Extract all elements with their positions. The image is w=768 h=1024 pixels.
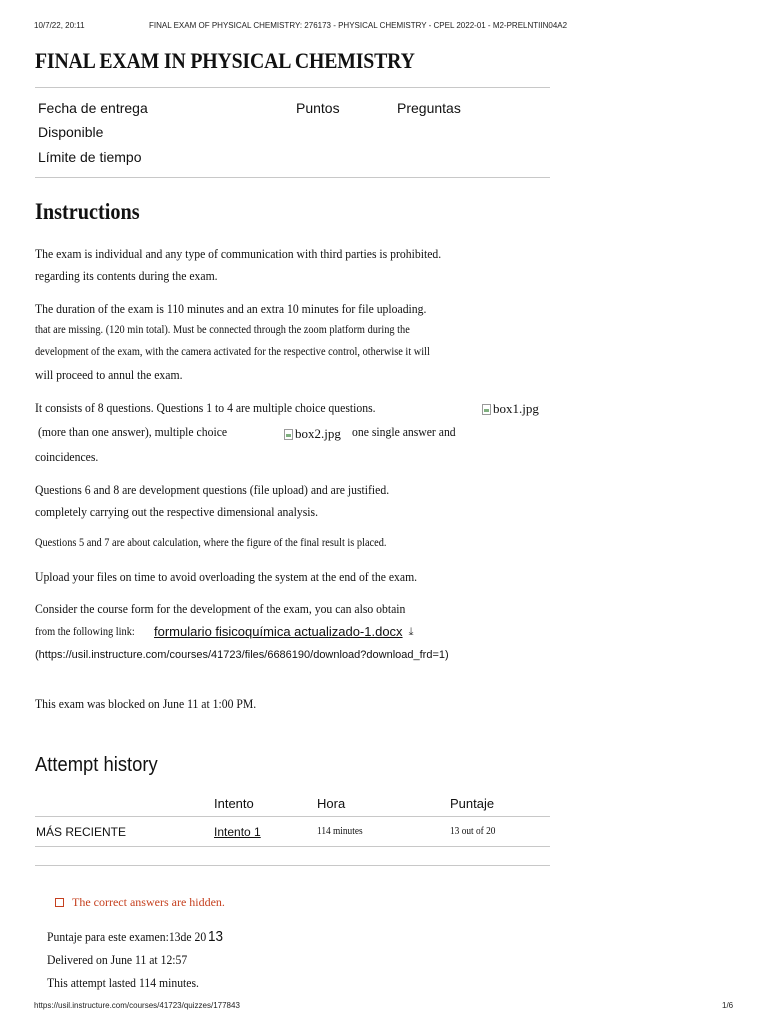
image-alt-text: box2.jpg bbox=[295, 426, 341, 441]
table-divider bbox=[35, 816, 550, 817]
divider bbox=[35, 87, 550, 88]
attempt-time: 114 minutes bbox=[317, 825, 363, 837]
exam-score bbox=[47, 928, 223, 945]
instructions-text: Questions 5 and 7 are about calculation, where the figure of the final result is placed. bbox=[35, 537, 387, 549]
col-header-score: Puntaje bbox=[450, 796, 495, 811]
col-header-time: Hora bbox=[317, 796, 346, 811]
file-link-group bbox=[154, 624, 413, 639]
attempt-score: 13 out of 20 bbox=[450, 825, 496, 837]
hidden-answers-notice bbox=[55, 895, 225, 910]
print-doc-title: FINAL EXAM OF PHYSICAL CHEMISTRY: 276173 - PHYSICAL CHEMISTRY - CPEL 2022-01 - M2-PRELNTIIN04A2 bbox=[149, 21, 568, 30]
download-icon[interactable]: ⤓ bbox=[408, 624, 414, 638]
section-divider bbox=[35, 865, 550, 866]
broken-image-icon bbox=[482, 404, 491, 415]
points-label: Puntos bbox=[296, 100, 340, 116]
instructions-text: completely carrying out the respective dimensional analysis. bbox=[35, 504, 318, 519]
blocked-notice: This exam was blocked on June 11 at 1:00 PM. bbox=[35, 696, 257, 711]
instructions-text: development of the exam, with the camera activated for the respective control, otherwise it will bbox=[35, 346, 430, 358]
instructions-text: Consider the course form for the development of the exam, you can also obtain bbox=[35, 601, 406, 616]
broken-image-box1 bbox=[482, 401, 539, 417]
instructions-text: Upload your files on time to avoid overloading the system at the end of the exam. bbox=[35, 569, 418, 584]
file-download-link[interactable]: formulario fisicoquímica actualizado-1.docx bbox=[154, 624, 403, 639]
notice-text: The correct answers are hidden. bbox=[72, 895, 225, 909]
attempt-1-link[interactable]: Intento 1 bbox=[214, 825, 261, 839]
page-title: FINAL EXAM IN PHYSICAL CHEMISTRY bbox=[35, 48, 415, 73]
instructions-text: It consists of 8 questions. Questions 1 to 4 are multiple choice questions. bbox=[35, 400, 376, 415]
print-datetime: 10/7/22, 20:11 bbox=[34, 21, 85, 30]
attempt-duration: This attempt lasted 114 minutes. bbox=[47, 975, 199, 990]
instructions-text: will proceed to annul the exam. bbox=[35, 367, 183, 382]
instructions-heading: Instructions bbox=[35, 199, 140, 224]
attempt-history-heading: Attempt history bbox=[35, 754, 158, 776]
instructions-text: (more than one answer), multiple choice bbox=[38, 424, 228, 439]
print-url: https://usil.instructure.com/courses/41723/quizzes/177843 bbox=[34, 1001, 240, 1010]
instructions-text: The duration of the exam is 110 minutes and an extra 10 minutes for file uploading. bbox=[35, 301, 427, 316]
attempt-row-label: MÁS RECIENTE bbox=[36, 825, 127, 839]
available-label: Disponible bbox=[38, 124, 104, 140]
instructions-text: regarding its contents during the exam. bbox=[35, 268, 218, 283]
divider bbox=[35, 177, 550, 178]
questions-label: Preguntas bbox=[397, 100, 461, 116]
instructions-text: The exam is individual and any type of communication with third parties is prohibited. bbox=[35, 246, 442, 261]
broken-image-icon bbox=[284, 429, 293, 440]
col-header-attempt: Intento bbox=[214, 796, 254, 811]
instructions-text: that are missing. (120 min total). Must be connected through the zoom platform during the bbox=[35, 324, 410, 336]
table-divider bbox=[35, 846, 550, 847]
warning-icon bbox=[55, 898, 64, 907]
file-url: (https://usil.instructure.com/courses/41723/files/6686190/download?download_frd=1) bbox=[35, 649, 449, 661]
exam-score-large: 13 bbox=[208, 928, 224, 945]
exam-score-text: Puntaje para este examen:13de 20 bbox=[47, 929, 207, 944]
time-limit-label: Límite de tiempo bbox=[38, 149, 142, 165]
print-page-number: 1/6 bbox=[722, 1001, 734, 1010]
delivered-date: Delivered on June 11 at 12:57 bbox=[47, 952, 188, 967]
due-date-label: Fecha de entrega bbox=[38, 100, 148, 116]
instructions-text: Questions 6 and 8 are development questions (file upload) and are justified. bbox=[35, 482, 390, 497]
instructions-text: one single answer and bbox=[352, 424, 456, 439]
instructions-text: from the following link: bbox=[35, 626, 135, 638]
broken-image-box2 bbox=[284, 426, 341, 442]
instructions-text: coincidences. bbox=[35, 449, 99, 464]
image-alt-text: box1.jpg bbox=[493, 401, 539, 416]
